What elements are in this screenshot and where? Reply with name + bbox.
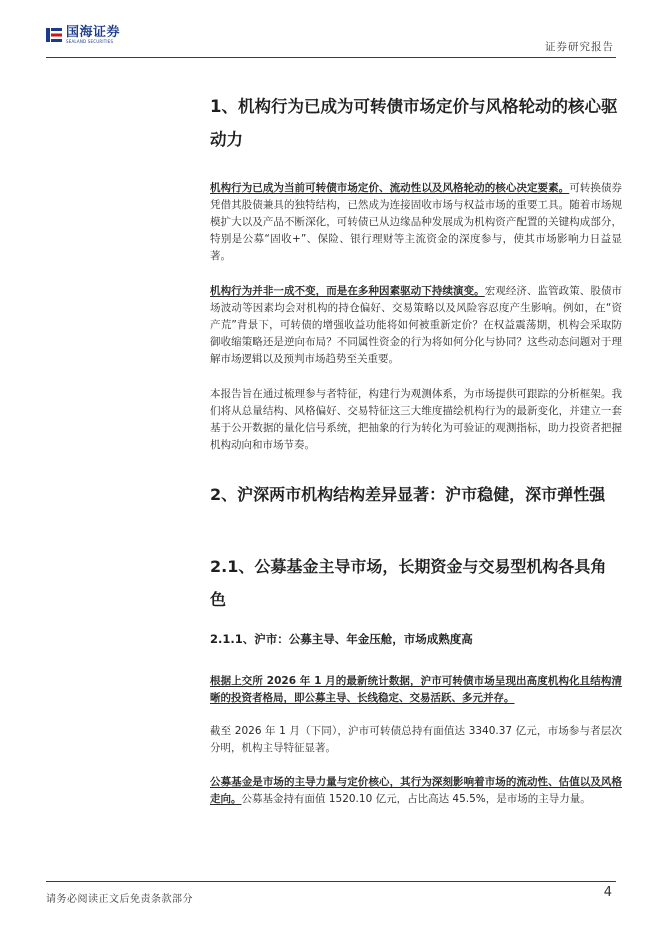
section-2-paragraph-3 bbox=[210, 774, 622, 808]
paragraph-lead: 机构行为并非一成不变，而是在多种因素驱动下持续演变。 bbox=[210, 285, 485, 297]
logo-name-en: SEALAND SECURITIES bbox=[66, 39, 114, 44]
logo-name-cn: 国海证券 bbox=[66, 25, 121, 40]
section-2-1-title: 2.1、公募基金主导市场，长期资金与交易型机构各具角色 bbox=[210, 557, 607, 609]
company-logo bbox=[46, 26, 120, 44]
report-type-label: 证券研究报告 bbox=[545, 41, 614, 53]
section-2-1-1-title: 2.1.1、沪市：公募主导、年金压舱，市场成熟度高 bbox=[210, 632, 473, 646]
section-1-paragraph-1 bbox=[210, 180, 622, 265]
paragraph-lead: 机构行为已成为当前可转债市场定价、流动性以及风格轮动的核心决定要素。 bbox=[210, 182, 570, 194]
footer-disclaimer: 请务必阅读正文后免责条款部分 bbox=[46, 894, 193, 905]
paragraph-lead: 根据上交所 2026 年 1 月的最新统计数据，沪市可转债市场呈现出高度机构化且结构清晰的投资者格局，即公募主导、长线稳定、交易活跃、多元并存。 bbox=[210, 675, 622, 704]
section-1-paragraph-2 bbox=[210, 283, 622, 368]
header-divider bbox=[46, 57, 616, 58]
page-number: 4 bbox=[603, 885, 612, 900]
page-header bbox=[0, 0, 662, 62]
paragraph-body: 公募基金持有面值 1520.10 亿元，占比高达 45.5%，是市场的主导力量。 bbox=[241, 793, 591, 805]
section-2-paragraph-1 bbox=[210, 673, 622, 707]
section-2-title: 2、沪深两市机构结构差异显著：沪市稳健，深市弹性强 bbox=[210, 485, 606, 504]
section-2-paragraph-2: 截至 2026 年 1 月（下同），沪市可转债总持有面值达 3340.37 亿元，市场参与者层次分明，机构主导特征显著。 bbox=[210, 725, 622, 754]
sealand-logo-icon bbox=[46, 27, 62, 43]
paragraph-body: 宏观经济、监管政策、股债市场波动等因素均会对机构的持仓偏好、交易策略以及风险容忍度产生影响。例如，在“资产荒”背景下，可转债的增强收益功能将如何被重新定价？在权益震荡期，机构会采取防御收缩策略还是逆向布局？不同属性资金的行为将如何分化与协同？这些动态问题对于理解市场逻辑以及预判市场趋势至关重要。 bbox=[210, 285, 623, 365]
section-1-title: 1、机构行为已成为可转债市场定价与风格轮动的核心驱动力 bbox=[210, 97, 618, 149]
footer-divider bbox=[46, 881, 616, 882]
paragraph-body: 可转换债券凭借其股债兼具的独特结构，已然成为连接固收市场与权益市场的重要工具。随着市场规模扩大以及产品不断深化，可转债已从边缘品种发展成为机构资产配置的关键构成部分，特别是公募“固收+”、保险、银行理财等主流资金的深度参与，使其市场影响力日益显著。 bbox=[210, 182, 623, 262]
paragraph-lead: 公募基金是市场的主导力量与定价核心，其行为深刻影响着市场的流动性、估值以及风格走向。 bbox=[210, 776, 622, 805]
section-1-paragraph-3: 本报告旨在通过梳理参与者特征，构建行为观测体系，为市场提供可跟踪的分析框架。我们将从总量结构、风格偏好、交易特征这三大维度描绘机构行为的最新变化，并建立一套基于公开数据的量化信号系统，把抽象的行为转化为可验证的观测指标，助力投资者把握机构动向和市场节奏。 bbox=[210, 388, 622, 451]
